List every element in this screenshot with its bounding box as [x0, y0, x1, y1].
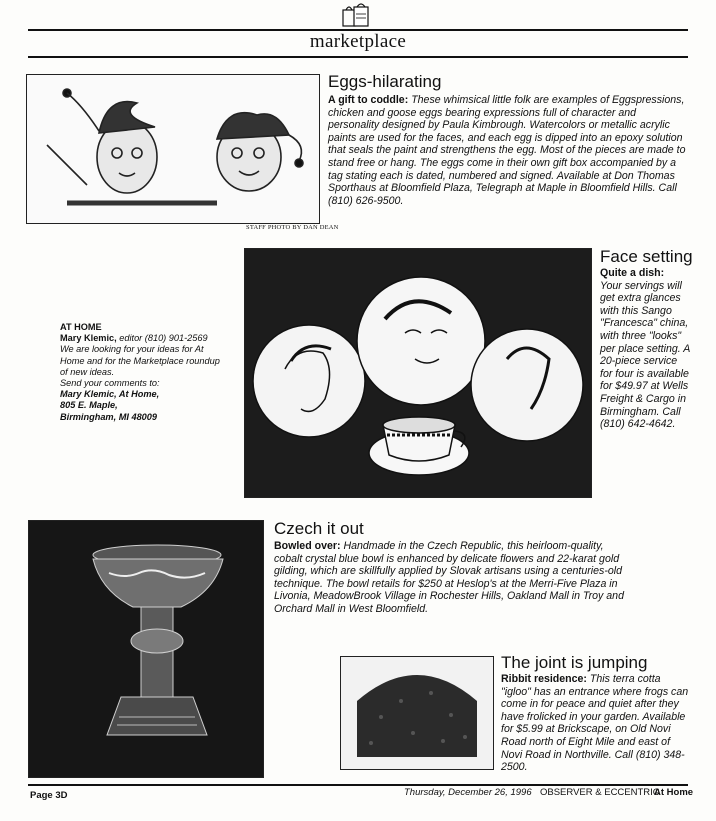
- plate-left: [253, 325, 365, 437]
- footer-paper: OBSERVER & ECCENTRIC: [540, 787, 660, 798]
- bowl-photo: [28, 520, 264, 778]
- plate-right: [471, 329, 583, 441]
- footer-date: Thursday, December 26, 1996: [404, 787, 532, 798]
- plate-center: [357, 277, 485, 405]
- footer-rule: [28, 784, 688, 786]
- joint-headline: The joint is jumping: [501, 653, 648, 672]
- joint-lead: Ribbit residence:: [501, 673, 587, 685]
- face-body: Your servings will get extra glances with this Sango "Francesca" china, with three "looks" per place setting. A 20-piece service for four is available for $49.97 at Wells Freight & Cargo in Birmingham. Call (810) 642-4642.: [600, 279, 690, 431]
- eggs-story: [328, 94, 690, 207]
- china-photo: [244, 248, 592, 498]
- cup-and-saucer: [369, 417, 469, 475]
- sidebar-address-1: Mary Klemic, At Home,: [60, 389, 160, 400]
- face-lead: Quite a dish:: [600, 267, 665, 279]
- sidebar-send: Send your comments to:: [60, 378, 160, 389]
- joint-story: [501, 673, 691, 774]
- czech-story: [274, 540, 634, 616]
- joint-body: This terra cotta "igloo" has an entrance where frogs can come in for peace and quiet after they have frolicked in your garden. Available for $5.99 at Brickscape, on Old Novi Road north of Eight Mile and east of Novi Road in Northville. Call (810) 348-2500.: [501, 673, 689, 774]
- eggs-photo-credit: STAFF PHOTO BY DAN DEAN: [246, 224, 339, 231]
- sidebar-ideas: We are looking for your ideas for At Home and for the Marketplace roundup of new ideas.: [60, 344, 220, 377]
- page-number: Page 3D: [30, 790, 68, 801]
- eggs-photo: [26, 74, 320, 224]
- eggs-lead: A gift to coddle:: [328, 94, 409, 106]
- section-logo: [340, 2, 374, 28]
- sidebar-editor-line: editor (810) 901-2569: [119, 333, 208, 344]
- at-home-sidebar: [60, 322, 230, 423]
- czech-lead: Bowled over:: [274, 540, 341, 552]
- frog-house-photo: [340, 656, 494, 770]
- czech-body: Handmade in the Czech Republic, this heirloom-quality, cobalt crystal blue bowl is enhanced by delicate flowers and 22-karat gold gilding, which are skillfully applied by Slovak artisans using a centuries-old technique. The bowl retails for $250 at Heslop's at the Merri-Five Plaza in Livonia, MeadowBrook Village in Rochester Hills, Oakland Mall in Troy and Orchard Mall in West Bloomfield.: [274, 540, 624, 615]
- sidebar-address-3: Birmingham, MI 48009: [60, 411, 158, 422]
- header-rule-bottom: [28, 56, 688, 58]
- sidebar-address-2: 805 E. Maple,: [60, 400, 118, 411]
- sidebar-title: AT HOME: [60, 322, 102, 332]
- face-story: [600, 267, 692, 431]
- eggs-body: These whimsical little folk are examples of Eggspressions, chicken and goose eggs bearing expressions full of character and personality designed by Paula Kimbrough. Watercolors or metallic acrylic paints are used for the faces, and each egg is dipped into an epoxy solution that seals the paint and strengthens the egg. Most of the pieces are made to stand free or hang. The eggs come in their own gift box accompanied by a tag stating each is dated, numbered and signed. Available at Don Thomas Sporthaus at Bloomfield Plaza, Telegraph at Maple in Bloomfield Hills. Call (810) 626-9500.: [328, 94, 686, 207]
- sidebar-editor-name: Mary Klemic,: [60, 333, 117, 344]
- shopping-bags-icon: [340, 2, 374, 28]
- section-title: marketplace: [309, 31, 407, 52]
- eggs-headline: Eggs-hilarating: [328, 72, 442, 91]
- face-headline: Face setting: [600, 247, 693, 266]
- footer-section: At Home: [654, 787, 694, 798]
- czech-headline: Czech it out: [274, 519, 364, 538]
